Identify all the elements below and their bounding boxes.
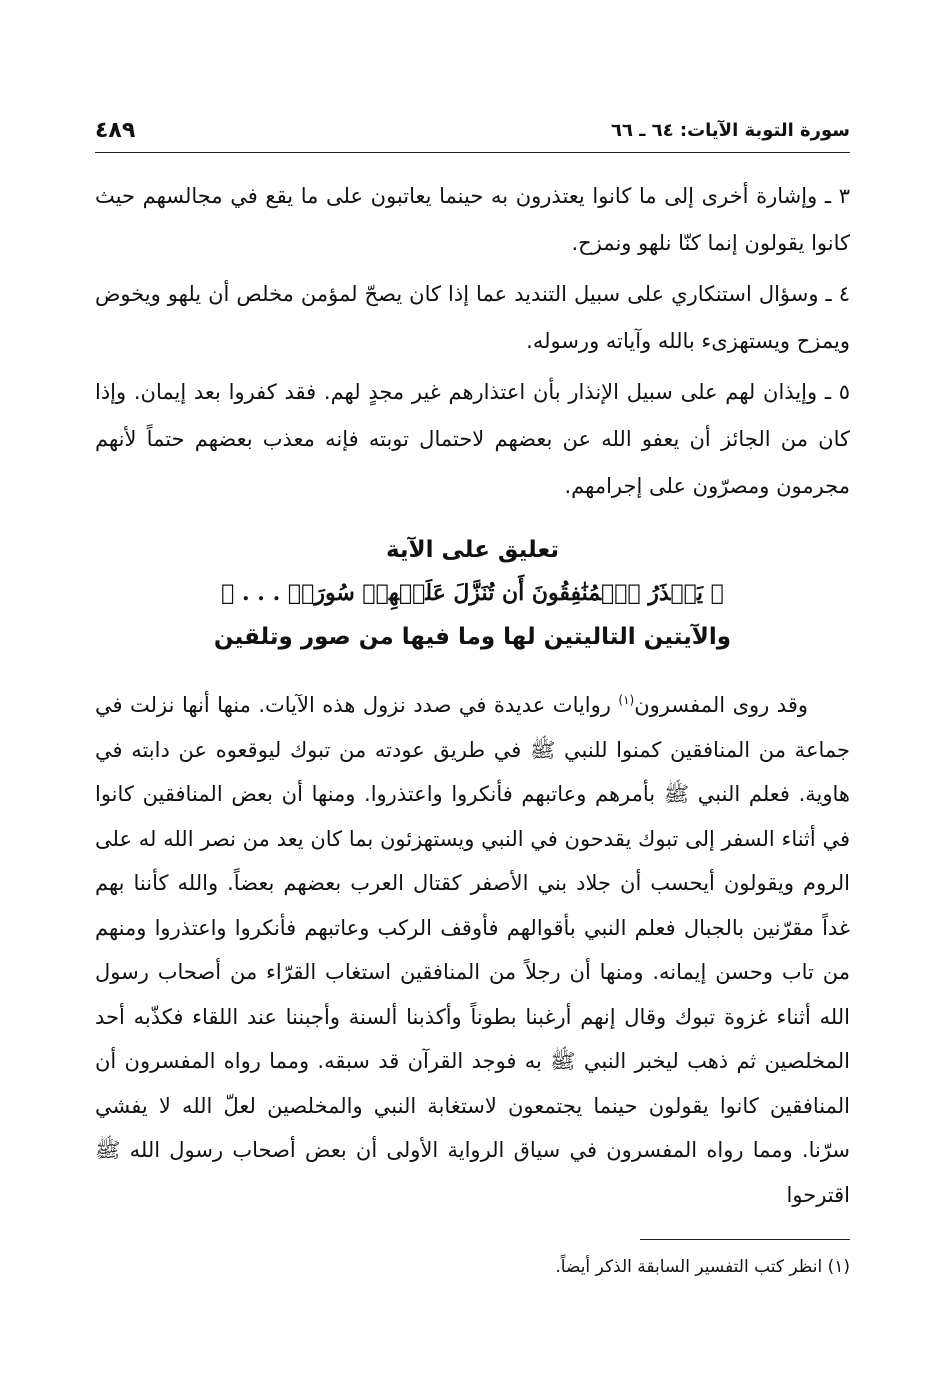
footnote-reference[interactable]: (١) — [618, 693, 635, 707]
page-number: ٤٨٩ — [95, 117, 136, 143]
section-title: تعليق على الآية — [385, 537, 560, 563]
points-list — [95, 173, 850, 510]
surah-title: سورة التوبة الآيات: ٦٤ ـ ٦٦ — [610, 119, 850, 141]
section-heading — [95, 528, 850, 660]
page-header — [95, 108, 850, 153]
body-text-rest: روايات عديدة في صدد نزول هذه الآيات. منها أنها نزلت في جماعة من المنافقين كمنوا للنبي ﷺ في طريق عودته من تبوك ليوقعوه عن دابته في هاوية. فعلم النبي ﷺ بأمرهم وعاتبهم فأنكروا واعتذروا. ومنها أن بعض المنافقين كانوا في أثناء السفر إلى تبوك يقدحون في النبي ويستهزئون بما كان يعد من نصر الله له على الروم ويقولون أيحسب أن جلاد بني الأصفر كقتال العرب بعضهم بعضاً. والله كأننا بهم غداً مقرّنين بالجبال فعلم النبي بأقوالهم فأوقف الركب وعاتبهم فأنكروا واعتذروا ومنهم من تاب وحسن إيمانه. ومنها أن رجلاً من المنافقين استغاب القرّاء من أصحاب رسول الله أثناء غزوة تبوك وقال إنهم أرغبنا بطوناً وأكذبنا ألسنة وأجبننا عند اللقاء فكذّبه أحد المخلصين ثم ذهب ليخبر النبي ﷺ به فوجد القرآن قد سبقه. ومما رواه المفسرون أن المنافقين كانوا يقولون حينما يجتمعون لاستغابة النبي والمخلصين لعلّ الله لا يفشي سرّنا. ومما رواه المفسرون في سياق الرواية الأولى أن بعض أصحاب رسول الله ﷺ اقترحوا — [95, 693, 850, 1207]
footnote-divider — [640, 1239, 850, 1240]
point-4: ٤ ـ وسؤال استنكاري على سبيل التنديد عما إذا كان يصحّ لمؤمن مخلص أن يلهو ويخوض ويمزح ويستهزىء بالله وآياته ورسوله. — [95, 282, 850, 353]
book-page — [95, 108, 850, 1280]
point-5: ٥ ـ وإيذان لهم على سبيل الإنذار بأن اعتذارهم غير مجدٍ لهم. فقد كفروا بعد إيمان. وإذا كان من الجائز أن يعفو الله عن بعضهم لاحتمال توبته فإنه معذب بعضهم حتماً لأنهم مجرمون ومصرّون على إجرامهم. — [95, 380, 850, 498]
section-subtitle: والآيتين التاليتين لها وما فيها من صور وتلقين — [213, 624, 732, 650]
point-3: ٣ ـ وإشارة أخرى إلى ما كانوا يعتذرون به حينما يعاتبون على ما يقع في مجالسهم حيث كانوا يقولون إنما كنّا نلهو ونمزح. — [95, 184, 850, 255]
footnote: (١) انظر كتب التفسير السابقة الذكر أيضاً. — [555, 1257, 850, 1277]
body-text-start: وقد روى المفسرون — [634, 693, 808, 717]
body-paragraph — [95, 678, 850, 1217]
quran-verse: ﴿ يَحۡذَرُ ٱلۡمُنَٰفِقُونَ أَن تُنَزَّلَ عَلَيۡهِمۡ سُورَةٞ . . . ﴾ — [221, 580, 724, 606]
